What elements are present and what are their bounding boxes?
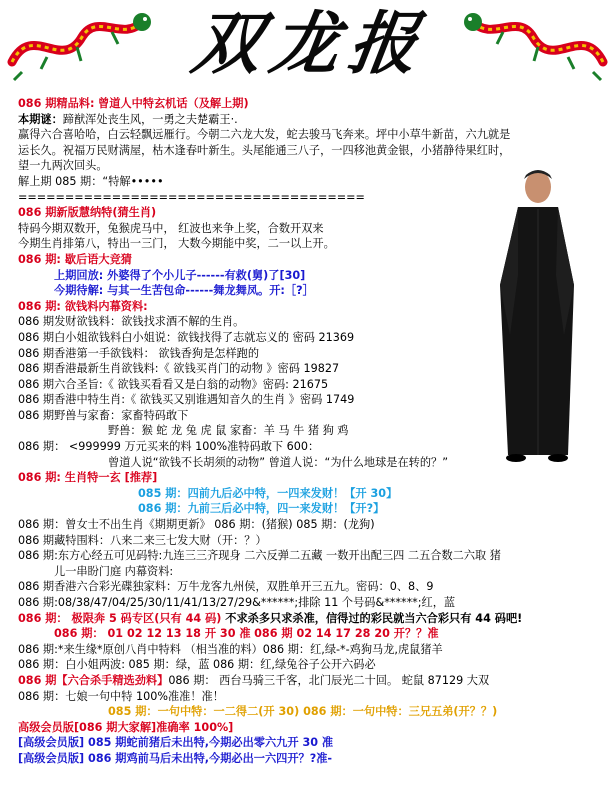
text-segment: 086 期野兽与家畜：家畜特码敢下 [18, 408, 189, 422]
text-line [18, 205, 598, 221]
text-segment: 086 期香港最新生肖欲钱料:《 欲钱买肖门的动物 》密码 19827 [18, 362, 340, 376]
text-segment: 086 期精品料: [18, 97, 95, 110]
text-segment: 086 期:08/38/47/04/25/30/11/41/13/27/29&******;排除 11 个号码&******;红，蓝 [18, 596, 456, 609]
text-segment: 望一九两次回头。 [18, 159, 108, 173]
text-line [18, 158, 598, 174]
text-line [18, 595, 598, 611]
text-segment: 儿一串盼门庭 内幕资料: [54, 564, 174, 578]
text-segment: 赢得六合喜哈哈，白云轻飘远雁行。今朝二六龙大发，蛇去骏马飞奔来。坪中小草牛新苗，六九就是 [18, 128, 511, 142]
dragon-right-icon [463, 2, 613, 82]
text-line [18, 470, 598, 486]
text-line [18, 455, 598, 471]
text-segment: 086 期：曾女士不出生肖《期期更新》 086 期：(猪猴) 085 期：(龙狗) [18, 518, 375, 532]
text-segment: 运长久。祝福万民财满屋，枯木逢春叶新生。头尾能通三八子，一四移池黄金银，小猪静待果红时， [18, 143, 511, 157]
text-segment: ===================================== [18, 190, 365, 204]
text-segment: 086 期香港第一手欲钱料： 欲钱香狗是怎样跑的 [18, 346, 260, 360]
text-segment: 086 期白小姐欲钱料白小姐说：欲钱找得了志就忘义的 密码 21369 [18, 330, 355, 344]
text-segment: 086 期新版慧纳特(猜生肖) [18, 206, 157, 220]
text-line [18, 439, 598, 455]
text-segment: 上期回放: 外婆得了个小儿子------有救(舅)了[30] [54, 268, 306, 282]
masthead-title: 双龙报 [187, 4, 433, 84]
text-line [18, 579, 598, 595]
text-line [18, 361, 598, 377]
text-line [18, 501, 598, 517]
text-segment: 086 期: 生肖特一玄 [推荐] [18, 471, 158, 485]
text-segment: 086 期六合圣旨:《 欲钱买看看又是白翁的动物》密码: 21675 [18, 377, 329, 391]
text-segment: 歇后语大竞猜 [64, 252, 132, 266]
text-segment: 蹄猷浑处丧生风，一勇之夫楚霸王·. [62, 112, 238, 126]
text-line [18, 423, 598, 439]
text-segment: 086 期： [18, 611, 72, 625]
text-line [18, 392, 598, 408]
article-body [18, 96, 598, 767]
text-segment: 高级会员版[086 期大家解]准确率 100%] [18, 720, 234, 734]
text-line [18, 704, 598, 720]
text-segment: 086 期: [18, 252, 65, 266]
text-line [18, 673, 598, 689]
text-segment: 特码今期双数开，兔猴虎马中， 红波也来争上奖，合数开双来 [18, 221, 324, 235]
text-line [18, 268, 598, 284]
text-line [18, 174, 598, 190]
text-line [18, 611, 598, 627]
text-segment: 086 期香港六合彩光碟独家料：万牛龙客九州侯，双胜单开三五九。密码：0、8、9 [18, 580, 434, 594]
text-line [18, 112, 598, 128]
text-line [18, 314, 598, 330]
text-segment: 086 期： 西台马骑三千客，北门辰光二十回。 蛇鼠 87129 大双 [168, 673, 490, 687]
text-segment: 086 期：白小姐两波: 085 期：绿，蓝 086 期：红,绿兔谷子公开六码必 [18, 658, 376, 672]
text-segment: 086 期： 01 02 12 13 18 开 30 准 [54, 627, 251, 641]
text-line [18, 96, 598, 112]
text-segment: [高级会员版] 086 期鸡前马后未出特,今期必出一六四开？?准- [18, 751, 333, 765]
text-line [18, 143, 598, 159]
text-line [18, 330, 598, 346]
text-line [18, 720, 598, 736]
text-line [18, 236, 598, 252]
text-segment: 086 期:东方心经五可见码特:九连三三齐现身 二六反弹二五藏 一数开出配三四 二五合数二六取 猪 [18, 549, 501, 563]
text-segment: 086 期 02 14 17 28 20 开？？准 [254, 627, 439, 641]
text-segment: 085 期：四前九后必中特，一四来发财！【开 30】 [138, 486, 398, 500]
text-segment: 086 期藏特围料：八来二来三七发大财（开：？） [18, 533, 267, 547]
text-line [18, 283, 598, 299]
text-segment: 野兽：猴 蛇 龙 兔 虎 鼠 家畜：羊 马 牛 猪 狗 鸡 [108, 424, 349, 438]
text-line [18, 626, 598, 642]
text-line [18, 751, 598, 767]
text-line [18, 689, 598, 705]
text-line [18, 642, 598, 658]
text-line [18, 486, 598, 502]
text-segment: 曾道人说“欲钱不长胡须的动物” 曾道人说：“为什么地球是在转的？” [108, 455, 448, 469]
header [0, 0, 615, 95]
text-segment: 今期待解: 与其一生苦包命------舞龙舞凤。开:［?］ [54, 284, 314, 298]
text-segment: 086 期：九前三后必中特，四一来发财！【开?】 [138, 502, 385, 516]
text-line [18, 533, 598, 549]
text-segment: 本期谜： [18, 112, 63, 126]
text-segment: 085 期：一句中特：一二得二(开 30) 086 期：一句中特：三兄五弟(开？？) [108, 705, 498, 719]
text-segment: 086 期： <999999 万元买来的料 100%准特码敢下 600： [18, 440, 320, 454]
text-line [18, 190, 598, 206]
text-line [18, 735, 598, 751]
text-line [18, 408, 598, 424]
text-segment: 曾道人中特玄机话（及解上期) [98, 97, 249, 110]
text-line [18, 657, 598, 673]
text-segment: 不求杀多只求杀准，信得过的彩民就当六合彩只有 44 码吧! [221, 611, 523, 625]
text-segment: 086 期【六合杀手精选劲料】 [18, 673, 169, 687]
text-segment: 欲钱料内幕资料: [64, 299, 148, 313]
text-segment: 086 期:*来生缘*原创八肖中特料 （相当准的料）086 期：红,绿-*-鸡狗马龙,虎鼠猪羊 [18, 642, 443, 656]
text-line [18, 252, 598, 268]
text-segment: 极限奔 5 码专区(只有 44 码) [71, 611, 222, 625]
text-line [18, 299, 598, 315]
text-line [18, 377, 598, 393]
text-line [18, 127, 598, 143]
text-line [18, 346, 598, 362]
text-line [18, 548, 598, 564]
text-segment: [高级会员版] 085 期蛇前猪后未出特,今期必出零六九开 30 准 [18, 736, 334, 750]
text-segment: 086 期发财欲钱料：欲钱找求酒不解的生肖。 [18, 315, 245, 329]
text-segment: 086 期香港中特生肖:《 欲钱买又别谁遇知音久的生肖 》密码 1749 [18, 393, 355, 407]
dragon-left-icon [2, 2, 152, 82]
text-line [18, 221, 598, 237]
text-line [18, 517, 598, 533]
text-segment: 今期生肖排第八，特出一三门， 大数今期能中奖，二一以上开。 [18, 237, 335, 251]
text-segment: 解上期 085 期：“特解••••• [18, 174, 164, 188]
text-line [18, 564, 598, 580]
text-segment: 086 期: [18, 299, 65, 313]
text-segment: 086 期：七娘一句中特 100%准准！准！ [18, 689, 224, 703]
